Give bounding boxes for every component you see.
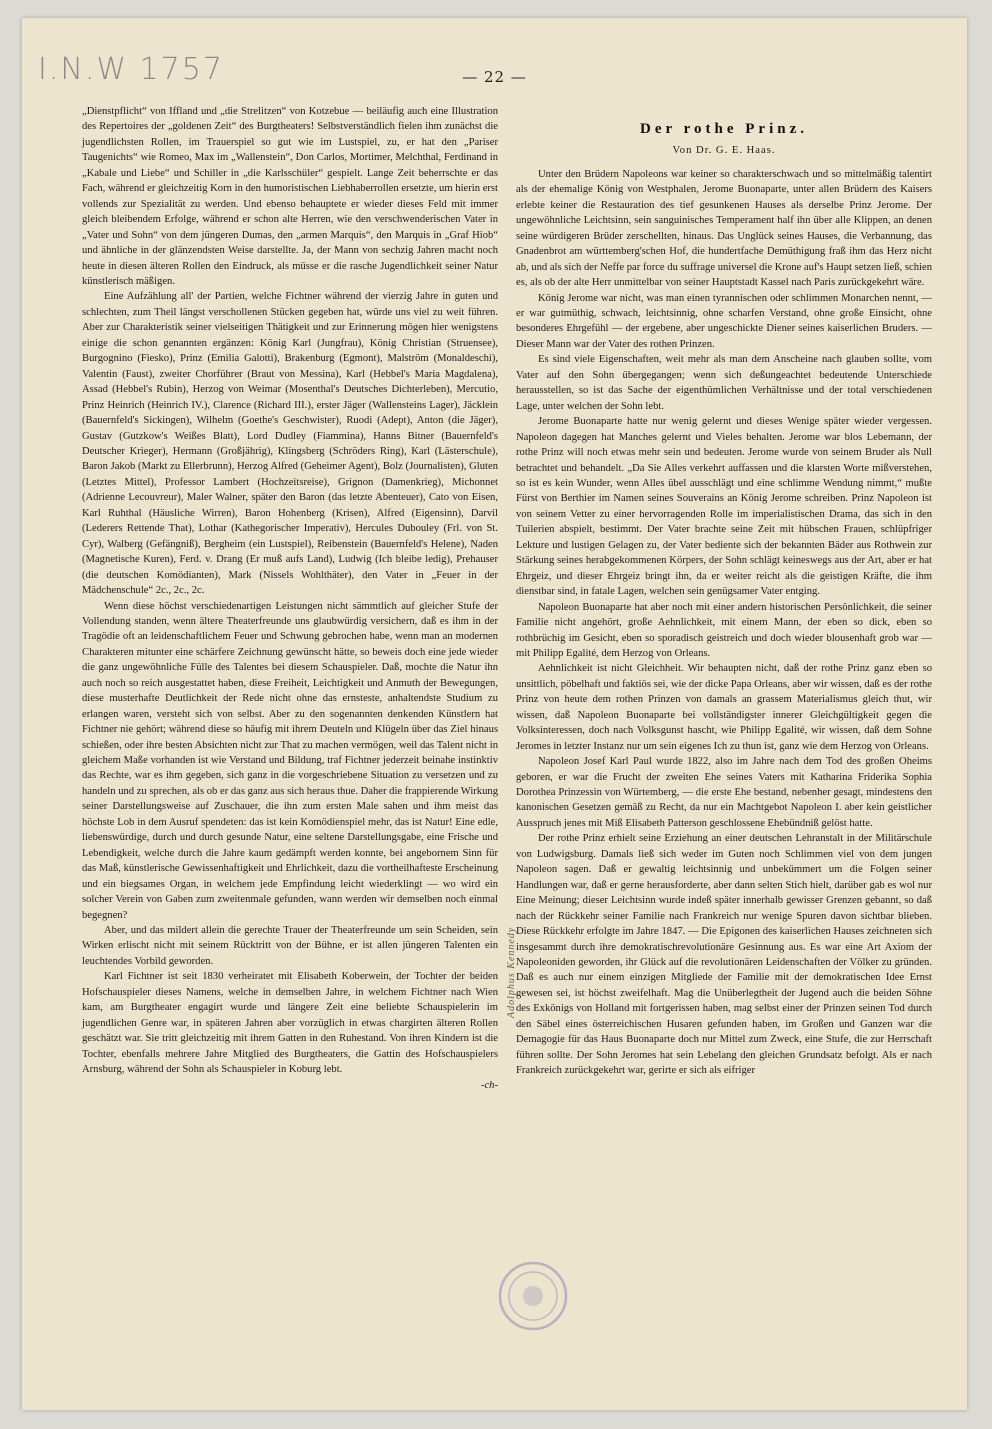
right-paragraph: Jerome Buonaparte hatte nur wenig gelernt und dieses Wenige später wieder vergessen. Napoleon dagegen hat Manches gelernt und Vieles behalten. Jerome war blos Lebemann, der rothe Prinz will noch etwas mehr sein und bedeuten. Jerome wurde von seinem Bruder als Null betrachtet und behandelt. „Da Sie Alles verkehrt auffassen und die klarsten Worte mißverstehen, so ist es kein Wunder, wenn Alles übel ausschlägt und eine schlimme Wendung nimmt,“ mußte Fürst von Berthier im Namen seines Souverains an König Jerome schreiben. Prinz Napoleon ist von seinem Vetter zu einer hervorragenden Rolle im imperialistischen Drama, das sich in den Tuilerien abspielt, bestimmt. Der Vater brachte seine Zeit mit hübschen Frauen, schlüpfriger Lekture und lustigen Gelagen zu, der Vater bediente sich der bekannten Bäder aus Rothwein zur Stärkung seines herabgekommenen Körpers, der Sohn schlägt keineswegs aus der Art, aber er hat Ehrgeiz, und dieser Ehrgeiz bringt ihn, da er weiter reicht als die geistigen Kräfte, die ihm dienstbar sind, in fatale Lagen, welchen sein genügsamer Vater entging. bbox=[516, 416, 932, 598]
handwritten-margin-note: Adolphus Kennedy bbox=[506, 926, 517, 1018]
right-paragraph: Es sind viele Eigenschaften, weit mehr als man dem Anscheine nach glauben sollte, vom Vater auf den Sohn übergegangen; wenn sich deßungeachtet bedeutende Unterschiede herausstellen, so ist das Sache der eigenthümlichen Verhältnisse und der total verschiedenen Lage, unter welchen der Sohn lebt. bbox=[516, 354, 932, 412]
left-paragraph: Wenn diese höchst verschiedenartigen Leistungen nicht sämmtlich auf gleicher Stufe der Vollendung standen, wenn ältere Theaterfreunde uns glaubwürdig versichern, daß es ihm in der Tragödie oft an leidenschaftlichem Feuer und Schwung gebrochen habe, wenn man an modernen Charakteren mitunter eine schärfere Zeichnung gewünscht hätte, so beweis doch eine jede wieder die ganz ungewöhnliche Fülle des Talentes bei diesem Schauspieler. Daß, mochte die Natur ihn auch noch so reich ausgestattet haben, diese Freiheit, Leichtigkeit und Anmuth der Bewegungen, diese musterhafte Deutlichkeit der Rede nicht ohne das ernsteste, anhaltendste Studium zu erlangen waren, versteht sich von selbst. Aber zu den sogenannten denkenden Künstlern hat Fichtner nie gehört; während diese so häufig mit ihrem Deuteln und Klügeln über das Ziel hinaus schießen, oder ihre besten Absichten nicht zur That zu machen vermögen, weil das Talent nicht in gleichem Maße vorhanden ist wie Verstand und Bildung, traf Fichtner jederzeit beinahe instinktiv das Rechte, war es ihm gegeben, sich ganz in die vorgeschriebene Situation zu versetzen und zu handeln und zu sprechen, als ob er das ganz aus sich heraus thue. Daher die frappierende Wirkung seiner Darstellungsweise auf Zuschauer, die ihn zum ersten Male sahen und ihm meist das höchste Lob in dem Ausruf spendeten: das ist kein Komödienspiel mehr, das ist Natur! Eine edle, liebenswürdige, durch und durch gesunde Natur, eine seltene Darstellungsgabe, eine Frische und Lebendigkeit, welche durch die Jahre kaum gedämpft werden konnte, bei angebornem Sinn für das Maß, künstlerische Gewissenhaftigkeit und Ehrlichkeit, dazu die vortheilhafteste Erscheinung und ein biegsames Organ, in welchem jede Empfindung leicht wiederklingt — wo wird ein solcher Verein von Gaben zum zweitenmale gefunden, wann werden wir demselben noch einmal begegnen? bbox=[82, 600, 498, 921]
left-paragraph: Aber, und das mildert allein die gerechte Trauer der Theaterfreunde um sein Scheiden, sein Wirken erlischt nicht mit seinem Rücktritt von der Bühne, er ist allen jüngeren Talenten ein leuchtendes Vorbild geworden. bbox=[82, 925, 498, 967]
page-number: — 22 — bbox=[462, 68, 527, 86]
right-paragraph: Unter den Brüdern Napoleons war keiner so charakterschwach und so mittelmäßig talentirt als der ehemalige König von Westphalen, Jerome Buonaparte, unter allen Brüdern des Kaisers erlebte keiner die Restauration des tief gesunkenen Hauses als derselbe Prinz Jerome. Der ungewöhnliche Leichtsinn, sein sanguinisches Temperament half ihn über alle Klippen, an denen seine würdigeren Brüder zerschellten, hinaus. Das Unglück seines Hauses, die Verbannung, das Gnadenbrot am württemberg'schen Hof, die hundertfache Demüthigung fraß ihm das Herz nicht ab, und als sich der Neffe par force du suffrage universel die Krone auf's Haupt setzen ließ, schien es, als ob der alte Herr unmittelbar von seiner Hauptstadt Kassel nach Paris zurückgekehrt wäre. bbox=[516, 168, 932, 289]
right-paragraph: Der rothe Prinz erhielt seine Erziehung an einer deutschen Lehranstalt in der Militärschule von Ludwigsburg. Damals ließ sich weder im Guten noch Schlimmen viel von dem jungen Napoleon sagen. Daß er gewaltig leichtsinnig und unbekümmert um die Folgen seiner Handlungen war, daß er gerne herausforderte, aber dann selten Stich hielt, darüber gab es wol nur Eine Meinung; dieser Leichtsinn wurde indeß später innerhalb gewisser Grenzen gebannt, so daß nach der Rückkehr seiner Familie nach Frankreich nur wenige Spuren davon sichtbar blieben. Diese Rückkehr erfolgte im Jahre 1847. — Die Epigonen des kaiserlichen Hauses zeichneten sich insgesammt durch ihre demokratischrevolutionäre Gesinnung aus. Es war eine Art Axiom der Napoleoniden geworden, ihr Glück auf die revolutionären Leidenschaften der Völker zu gründen. Daß es auch nur einem einzigen Mitgliede der Familie mit der demokratischen Idee Ernst gewesen sei, ist höchst zweifelhaft. Mag die Unüberlegtheit der Jugend auch die beiden Söhne des Exkönigs von Holland mit fortgerissen haben, mag selbst einer der Prinzen seinen Tod durch den Säbel eines österreichischen Husaren gefunden haben, im Großen und Ganzen war die Demagogie für das Haus Buonaparte doch nur Mittel zum Zweck, eine Stufe, die zur Herrschaft führen sollte. Der Sohn Jeromes hat sein Lebelang den gleichen Grundsatz befolgt. Als er nach Frankreich zurückgekehrt war, gerirte er sich als eifriger bbox=[516, 833, 932, 1077]
right-column bbox=[516, 122, 932, 1079]
article-author: Von Dr. G. E. Haas. bbox=[672, 145, 776, 157]
left-column bbox=[82, 104, 498, 1093]
right-paragraph: Napoleon Josef Karl Paul wurde 1822, also im Jahre nach dem Tod des großen Oheims geboren, er war die Frucht der zweiten Ehe seines Vaters mit Katharina Friderika Sophia Dorothea Prinzessin von Würtemberg, — die erste Ehe bestand, nebenher gesagt, mindestens den kanonischen Gesetzen gemäß zu Recht, da nur ein Machtgebot Napoleon I. aber kein geistlicher Ausspruch jenes mit Miß Elisabeth Patterson geschlossene Ehebündniß gelöst hatte. bbox=[516, 756, 932, 829]
left-paragraph: „Dienstpflicht“ von Iffland und „die Strelitzen“ von Kotzebue — beiläufig auch eine Illustration des Repertoires der „goldenen Zeit“ des Burgtheaters! Selbstverständlich fielen ihm zunächst die jugendlichsten Rollen, im Trauerspiel so gut wie im Lustspiel, zu, er hat den „Pariser Taugenichts“ wie Romeo, Max im „Wallenstein“, Don Carlos, Mortimer, Melchthal, Ferdinand in „Kabale und Liebe“ und Schiller in „die Karlsschüler“ gespielt. Lange Zeit beherrschte er das Fach, während er gleichzeitig Korn in den humoristischen Liebhaberrollen ersetzte, um hierin erst vollends zur Spezialität zu werden. Und ebenso behauptete er wieder dieses Feld mit immer gleich bleibendem Erfolge, während er schon alte Herren, wie den verschwenderischen Vater in „Vater und Sohn“ von dem jüngeren Dumas, den „armen Marquis“, den Marquis in „Graf Hiob“ und ähnliche in der glänzendsten Weise darstellte. Ja, der Mann von sechzig Jahren macht noch heute in diesen älteren Rollen den Eindruck, als müsse er die rasche Jugendlichkeit seiner Natur künstlerisch mäßigen. bbox=[82, 106, 498, 287]
left-paragraph: Karl Fichtner ist seit 1830 verheiratet mit Elisabeth Koberwein, der Tochter der beiden Hofschauspieler dieses Namens, welche in demselben Jahre, in welchem Fichtner nach Wien kam, am Burgtheater engagirt wurde und längere Zeit eine beliebte Schauspielerin im jugendlichen Genre war, in späteren Jahren aber vorzüglich in etwas chargirten älteren Rollen geschätzt war. Sie tritt gleichzeitig mit ihrem Gatten in den Ruhestand. Von ihren Kindern ist die Tochter, ebenfalls mehrere Jahre Mitglied des Burgtheaters, die Gattin des Hofschauspielers Arnsburg, während der Sohn als Schauspieler in Koburg lebt. bbox=[82, 971, 498, 1076]
left-paragraph: Eine Aufzählung all' der Partien, welche Fichtner während der vierzig Jahre in guten und schlechten, zum Theil längst verschollenen Stücken gegeben hat, würde uns viel zu weit führen. Aber zur Charakteristik seiner vielseitigen Thätigkeit und zur Erinnerung mögen hier wenigstens einige die schon genannten ergänzen: König Karl (Jungfrau), König Christian (Struensee), Burgognino (Fiesko), Prinz (Emilia Galotti), Brakenburg (Egmont), Malström (Monaldeschi), Valentin (Faust), zweiter Chorführer (Braut von Messina), Karl (Hebbel's Maria Magdalena), Assad (Hebbel's Rubin), Herzog von Weimar (Mosenthal's Deutsches Dichterleben), Mercutio, Prinz Heinrich (Heinrich IV.), Clarence (Richard III.), erster Jäger (Wallensteins Lager), Jäcklein (Bauernfeld's Sickingen), Wilhelm (Goethe's Geschwister), Ruodi (Adept), Anton (die Jäger), Gustav (Gutzkow's Weißes Blatt), Lord Dudley (Fiammina), Hanns Bitner (Bauernfeld's Deutscher Krieger), Hermann (Großjährig), Klingsberg (Schröders Ring), Karl (Lästerschule), Baron Jakob (Markt zu Ellerbrunn), Herzog Alfred (Geheimer Agent), Bolz (Journalisten), Gluten (Letztes Mittel), Professor Lambert (Hochzeitsreise), Grignon (Damenkrieg), Michonnet (Adrienne Lecouvreur), Maler Walner, später den Baron (das letzte Abenteuer), Cato von Eisen, Karl Ruhthal (Häusliche Wirren), Baron Hohenberg (Krisen), Alfred (Eigensinn), Darvil (Lederers Rettende That), Lothar (Kathegorischer Imperativ), Hercules Dubouley (Frl. von St. Cyr), Walberg (Gefängniß), Bergheim (ein Lustspiel), Reibenstein (Bauernfeld's Helene), Naden (Magnetische Kuren), Ferd. v. Drang (Er muß aufs Land), Ludwig (Ich bleibe ledig), Prehauser (die deutschen Komödianten), Mark (Nissels Wohlthäter), den Vater in „Feuer in der Mädchenschule“ 2c., 2c., 2c. bbox=[82, 291, 498, 597]
newspaper-page bbox=[22, 18, 967, 1410]
article-title: Der rothe Prinz. bbox=[640, 121, 808, 137]
author-signature: -ch- bbox=[480, 1079, 498, 1091]
stamp-seal-icon bbox=[497, 1260, 569, 1332]
right-paragraph: König Jerome war nicht, was man einen tyrannischen oder schlimmen Monarchen nennt, — er war gutmüthig, schwach, leichtsinnig, ohne scharfen Verstand, ohne große Einsicht, ohne besonderes Ehrgefühl — der ergebene, aber ungeschickte Diener seines kaiserlichen Bruders. — Dieser Mann war der Vater des rothen Prinzen. bbox=[516, 292, 932, 350]
library-stamp bbox=[497, 1260, 569, 1332]
right-paragraph: Aehnlichkeit ist nicht Gleichheit. Wir behaupten nicht, daß der rothe Prinz ganz eben so unsittlich, pöbelhaft und faktiös sei, wie der dicke Papa Orleans, aber wir wissen, daß es der rothe Prinz von heute dem rothen Prinzen von damals an grassem Materialismus gleich thut, wir wissen, daß Napoleon Buonaparte bei vollständigster innerer Gleichgültigkeit gegen die Volksinteressen, doch nach Volksgunst hascht, wie Philipp Egalité, wir wissen, daß dem Sohne Jeromes in letzter Instanz nur um sein eigenes Ich zu thun ist, ganz wie dem Herzog von Orleans. bbox=[516, 663, 932, 752]
right-paragraph: Napoleon Buonaparte hat aber noch mit einer andern historischen Persönlichkeit, die seiner Familie nicht angehört, große Aehnlichkeit, mit einem Mann, der eben so dick, eben so rothbrüchig im Gesicht, eben so sporadisch geistreich und doch wieder blousenhaft grob war — mit Philipp Egalité, dem Herzog von Orleans. bbox=[516, 601, 932, 659]
archive-shelfmark: I.N.W 1757 bbox=[38, 52, 224, 87]
